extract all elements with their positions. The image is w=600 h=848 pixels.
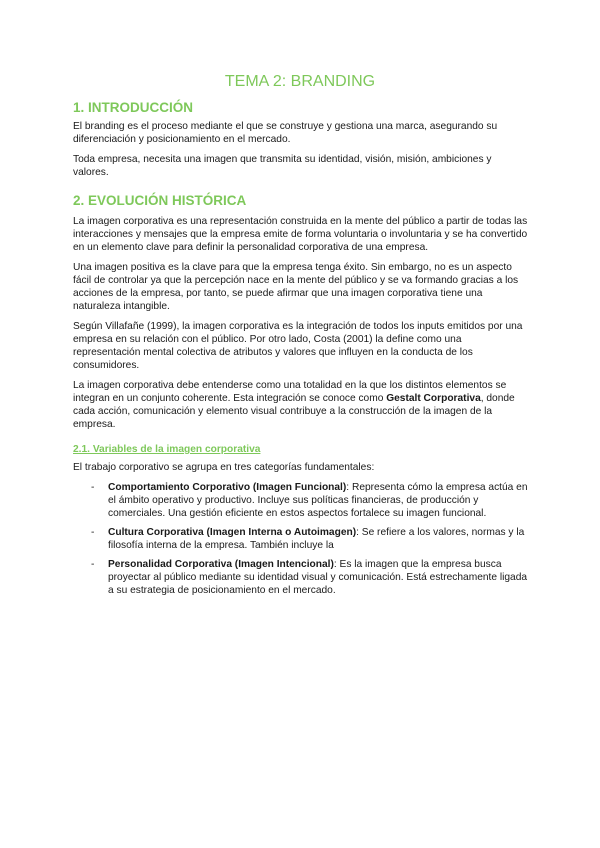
paragraph-text: , donde cada acción, comunicación y elemento visual contribuye a la construcción de la imagen de la empresa. bbox=[73, 393, 515, 430]
list-item-term: Cultura Corporativa (Imagen Interna o Autoimagen) bbox=[108, 527, 357, 538]
paragraph: El branding es el proceso mediante el que se construye y gestiona una marca, asegurando su diferenciación y posicionamiento en el mercado. bbox=[73, 121, 498, 145]
list-item-term: Personalidad Corporativa (Imagen Intencional) bbox=[108, 559, 334, 570]
list-item bbox=[73, 481, 529, 520]
paragraph-text: La imagen corporativa debe entenderse como una totalidad en la que los distintos elementos se integran en un conjunto coherente. Esta integración se conoce como bbox=[73, 380, 507, 404]
section-heading-introduccion: 1. INTRODUCCIÓN bbox=[73, 100, 194, 115]
paragraph: Según Villafañe (1999), la imagen corporativa es la integración de todos los inputs emitidos por una empresa en su relación con el público. Por otro lado, Costa (2001) la define como una representación mental colectiva de atributos y valores que influyen en la conducta de los consumidores. bbox=[73, 321, 523, 371]
paragraph: La imagen corporativa es una representación construida en la mente del público a partir de todas las interacciones y mensajes que la empresa emite de forma voluntaria o involuntaria y se ha convertido en un elemento clave para definir la personalidad corporativa de una empresa. bbox=[73, 216, 528, 253]
paragraph-gestalt bbox=[73, 379, 529, 431]
paragraph: Toda empresa, necesita una imagen que transmita su identidad, visión, misión, ambiciones y valores. bbox=[73, 154, 492, 178]
document-title: TEMA 2: BRANDING bbox=[224, 73, 376, 90]
bullet-list bbox=[73, 481, 529, 597]
section-heading-evolucion: 2. EVOLUCIÓN HISTÓRICA bbox=[73, 193, 247, 208]
bullet-dash: - bbox=[91, 482, 95, 493]
bullet-dash: - bbox=[91, 559, 95, 570]
bold-term-gestalt: Gestalt Corporativa bbox=[386, 393, 481, 404]
document-body bbox=[73, 100, 529, 603]
list-item-text: : Es la imagen que la empresa busca proyectar al público mediante su identidad visual y comunicación. Está estrechamente ligada a su estrategia de posicionamiento en el mercado. bbox=[108, 559, 528, 596]
list-item-text: : Representa cómo la empresa actúa en el ámbito operativo y productivo. Incluye sus políticas financieras, de producción y comerciales. Una gestión eficiente en estos aspectos fortalece su imagen funcional. bbox=[108, 482, 528, 519]
paragraph: El trabajo corporativo se agrupa en tres categorías fundamentales: bbox=[73, 462, 375, 473]
list-item-term: Comportamiento Corporativo (Imagen Funcional) bbox=[108, 482, 347, 493]
paragraph: Una imagen positiva es la clave para que la empresa tenga éxito. Sin embargo, no es un aspecto fácil de controlar ya que la percepción nace en la mente del público y se va formando gracias a los acciones de la empresa, por tanto, se puede afirmar que una imagen corporativa tiene una naturaleza intangible. bbox=[73, 262, 519, 312]
list-item-text: : Se refiere a los valores, normas y la filosofía interna de la empresa. También incluye la bbox=[108, 527, 525, 551]
bullet-dash: - bbox=[91, 527, 95, 538]
subsection-heading-variables: 2.1. Variables de la imagen corporativa bbox=[73, 444, 261, 455]
list-item bbox=[73, 558, 529, 597]
list-item bbox=[73, 526, 529, 552]
